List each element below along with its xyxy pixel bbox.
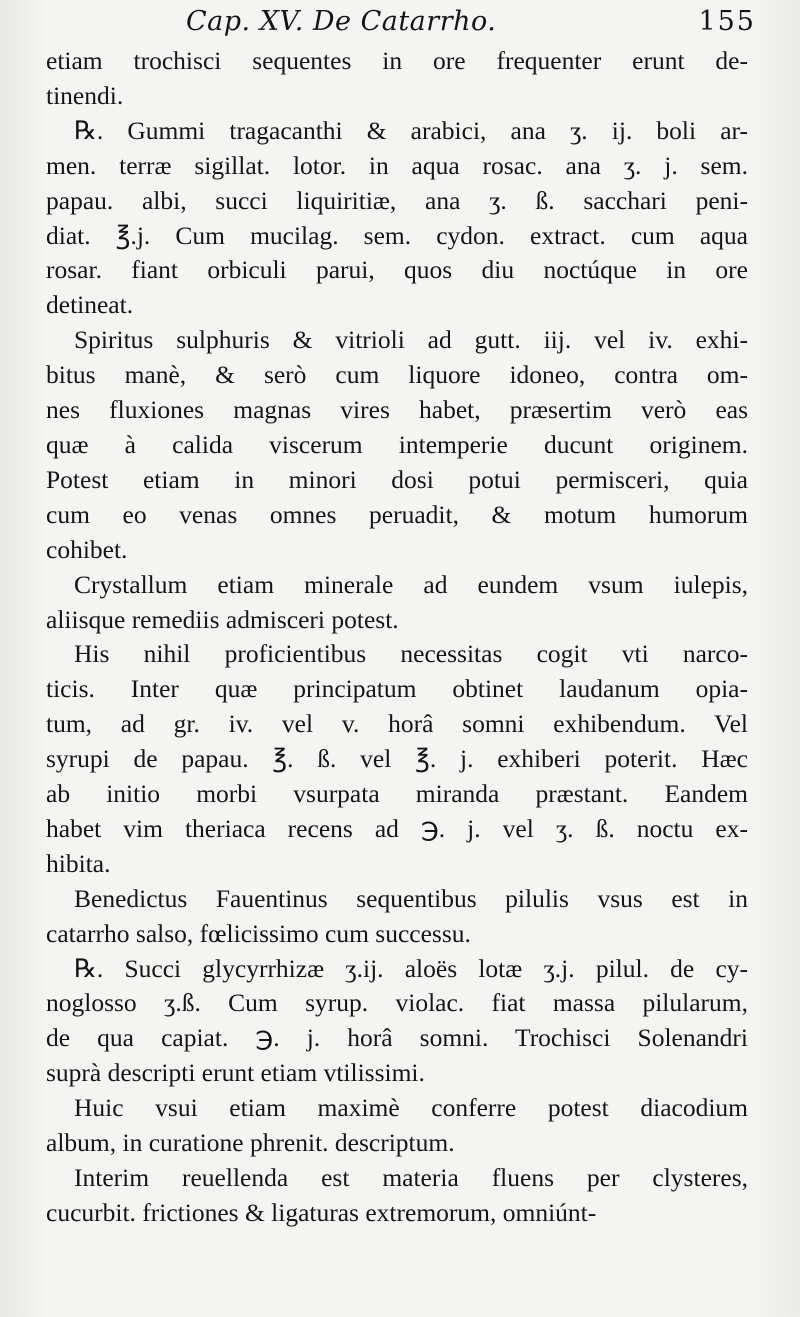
text-line: rosar. fiant orbiculi parui, quos diu noctúque in ore: [46, 255, 748, 285]
text-line: His nihil proficientibus necessitas cogit vti narco-: [74, 639, 748, 669]
text-line: Crystallum etiam minerale ad eundem vsum iulepis,: [74, 569, 748, 599]
page-number: 155: [698, 6, 756, 37]
text-line: noglosso ʒ.ß. Cum syrup. violac. fiat massa pilularum,: [46, 988, 748, 1018]
text-line: tinendi.: [46, 80, 124, 110]
text-line: Potest etiam in minori dosi potui permisceri, quia: [46, 464, 748, 494]
text-line: tum, ad gr. iv. vel v. horâ somni exhibendum. Vel: [46, 709, 748, 739]
text-line: cucurbit. frictiones & ligaturas extremorum, omniúnt-: [46, 1197, 597, 1227]
text-line: quæ à calida viscerum intemperie ducunt originem.: [46, 429, 748, 459]
text-line: catarrho salso, fœlicissimo cum successu.: [46, 918, 471, 948]
paragraph: [46, 882, 748, 952]
paragraph: [46, 44, 748, 114]
text-line: aliisque remediis admisceri potest.: [46, 604, 399, 634]
text-line: ab initio morbi vsurpata miranda præstant. Eandem: [46, 779, 748, 809]
page-header: [46, 4, 756, 44]
text-line: Spiritus sulphuris & vitrioli ad gutt. iij. vel iv. exhi-: [74, 325, 748, 355]
text-line: detineat.: [46, 290, 134, 320]
text-line: ℞. Gummi tragacanthi & arabici, ana ʒ. ij. boli ar-: [74, 115, 748, 145]
paragraph: [46, 323, 748, 567]
text-line: cohibet.: [46, 534, 128, 564]
text-line: cum eo venas omnes peruadit, & motum humorum: [46, 499, 748, 529]
text-line: syrupi de papau. ℥. ß. vel ℥. j. exhiberi poterit. Hæc: [46, 744, 748, 774]
text-line: papau. albi, succi liquiritiæ, ana ʒ. ß. sacchari peni-: [46, 185, 748, 215]
text-line: suprà descripti erunt etiam vtilissimi.: [46, 1058, 425, 1088]
text-line: hibita.: [46, 848, 111, 878]
text-line: diat. ℥.j. Cum mucilag. sem. cydon. extract. cum aqua: [46, 220, 748, 250]
paragraph: [46, 952, 748, 1092]
paragraph: [46, 637, 748, 881]
text-line: Interim reuellenda est materia fluens per clysteres,: [74, 1163, 748, 1192]
text-line: album, in curatione phrenit. descriptum.: [46, 1128, 455, 1158]
paragraph: [46, 1091, 748, 1161]
text-line: habet vim theriaca recens ad ℈. j. vel ʒ. ß. noctu ex-: [46, 813, 748, 843]
text-line: bitus manè, & serò cum liquore idoneo, contra om-: [46, 360, 748, 390]
text-line: Huic vsui etiam maximè conferre potest diacodium: [74, 1093, 748, 1123]
text-line: etiam trochisci sequentes in ore frequenter erunt de-: [46, 46, 748, 75]
text-line: de qua capiat. ℈. j. horâ somni. Trochisci Solenandri: [46, 1023, 748, 1053]
body-text: [46, 44, 748, 1231]
running-head: Cap. XV. De Catarrho.: [186, 6, 497, 37]
paragraph: [46, 114, 748, 323]
paragraph: [46, 1161, 748, 1231]
text-line: ticis. Inter quæ principatum obtinet laudanum opia-: [46, 674, 748, 704]
text-line: ℞. Succi glycyrrhizæ ʒ.ij. aloës lotæ ʒ.j. pilul. de cy-: [74, 953, 748, 983]
paragraph: [46, 568, 748, 638]
text-line: men. terræ sigillat. lotor. in aqua rosac. ana ʒ. j. sem.: [46, 150, 748, 180]
text-line: Benedictus Fauentinus sequentibus pilulis vsus est in: [74, 883, 748, 913]
text-line: nes fluxiones magnas vires habet, præsertim verò eas: [46, 395, 748, 425]
